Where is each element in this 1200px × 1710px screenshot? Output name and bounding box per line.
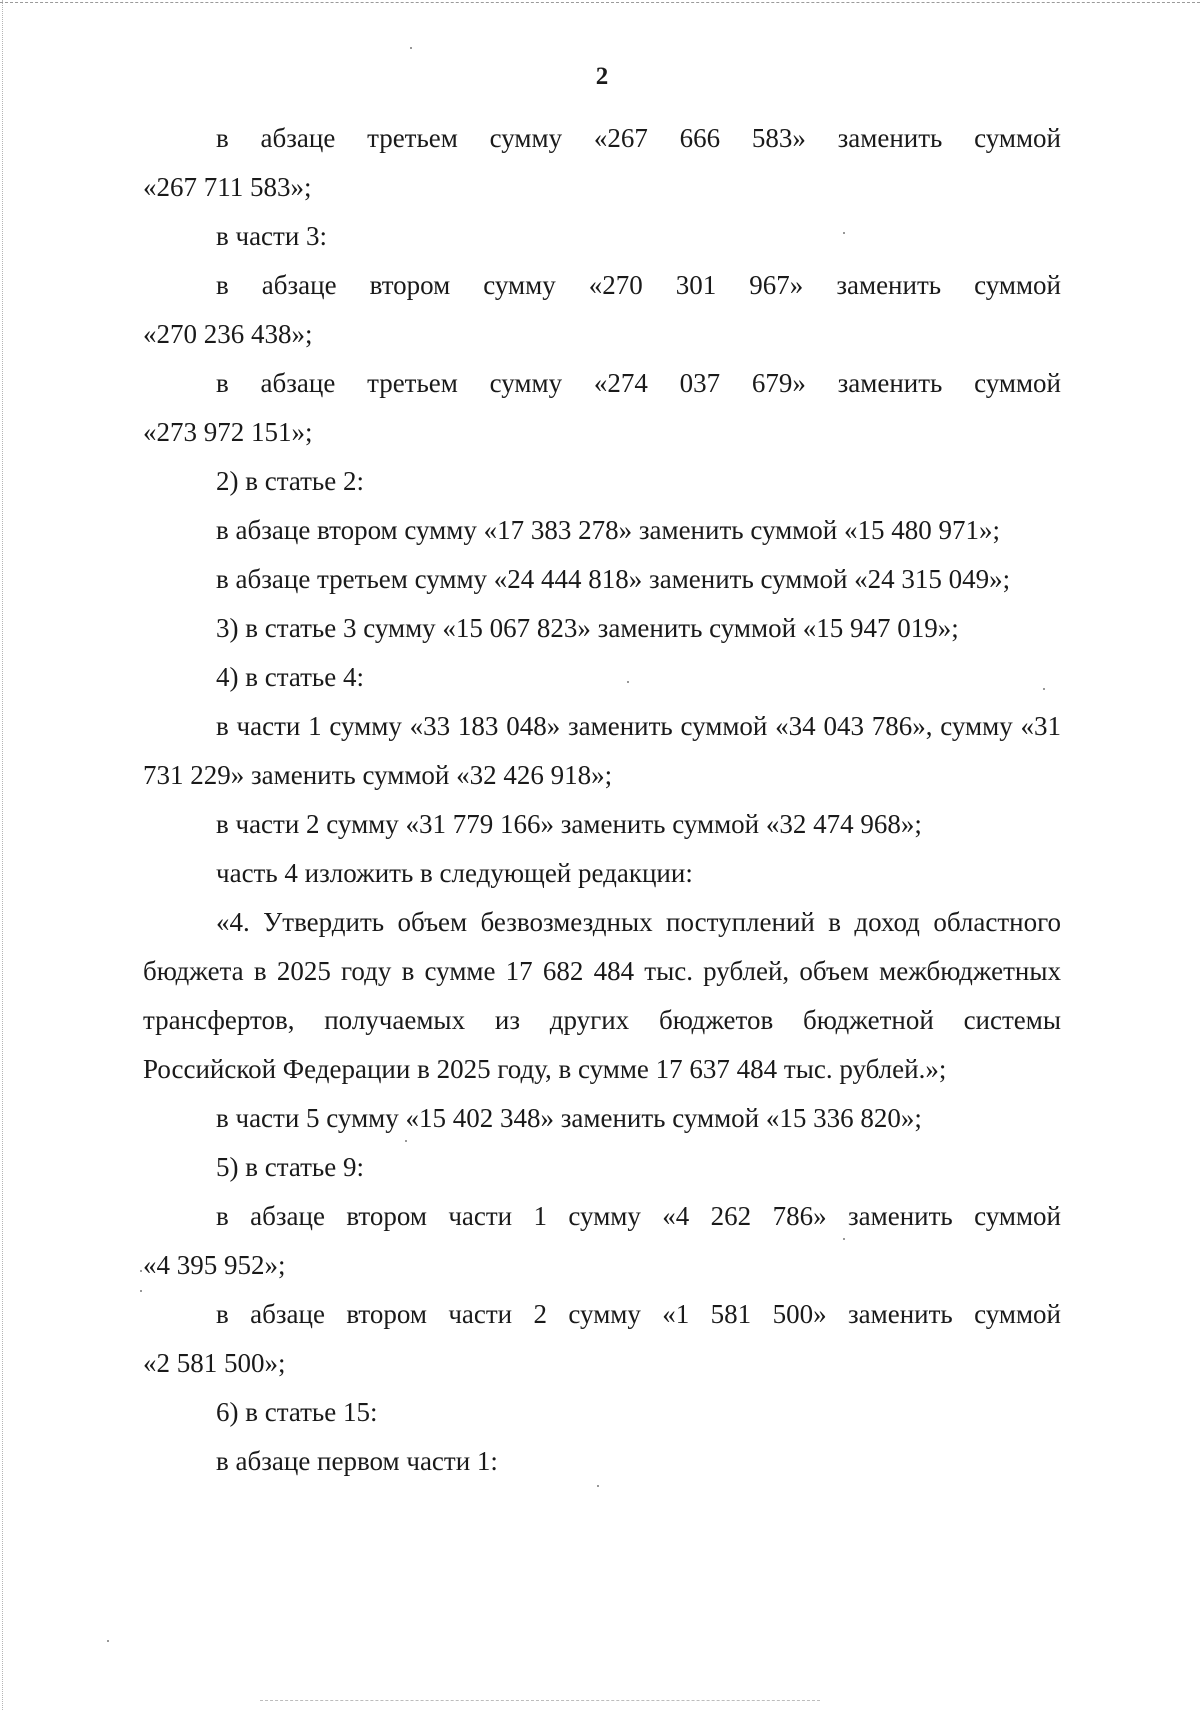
scan-speck <box>843 232 845 234</box>
paragraph-5: «270 236 438»; <box>143 319 313 349</box>
scan-speck <box>627 681 629 683</box>
paragraph-7: «273 972 151»; <box>143 417 313 447</box>
paragraph-11: 3) в статье 3 сумму «15 067 823» заменить суммой «15 947 019»; <box>216 613 959 643</box>
scan-edge-top <box>0 2 1200 3</box>
paragraph-1: в абзаце третьем сумму «267 666 583» заменить суммой <box>216 123 1061 153</box>
paragraph-18: 5) в статье 9: <box>216 1152 364 1182</box>
paragraph-13: в части 1 сумму «33 183 048» заменить суммой «34 043 786», сумму «31 731 229» заменить суммой «32 426 918»; <box>143 711 1061 790</box>
scan-speck <box>107 1640 109 1642</box>
paragraph-24: в абзаце первом части 1: <box>216 1446 498 1476</box>
document-body <box>143 114 1061 1486</box>
scan-speck <box>1043 688 1045 690</box>
paragraph-23: 6) в статье 15: <box>216 1397 378 1427</box>
paragraph-19: в абзаце втором части 1 сумму «4 262 786» заменить суммой <box>216 1201 1061 1231</box>
paragraph-20: «4 395 952»; <box>143 1250 286 1280</box>
paragraph-8: 2) в статье 2: <box>216 466 364 496</box>
scan-speck <box>405 1140 407 1142</box>
scan-speck <box>597 1485 599 1487</box>
scan-edge-bottom <box>260 1700 820 1701</box>
paragraph-3: в части 3: <box>216 221 328 251</box>
paragraph-12: 4) в статье 4: <box>216 662 364 692</box>
page-number: 2 <box>595 63 609 90</box>
paragraph-9: в абзаце втором сумму «17 383 278» заменить суммой «15 480 971»; <box>216 515 1000 545</box>
paragraph-21: в абзаце втором части 2 сумму «1 581 500» заменить суммой <box>216 1299 1061 1329</box>
scan-speck <box>140 1290 142 1292</box>
paragraph-14: в части 2 сумму «31 779 166» заменить суммой «32 474 968»; <box>216 809 922 839</box>
paragraph-6: в абзаце третьем сумму «274 037 679» заменить суммой <box>216 368 1061 398</box>
paragraph-10: в абзаце третьем сумму «24 444 818» заменить суммой «24 315 049»; <box>216 564 1011 594</box>
paragraph-22: «2 581 500»; <box>143 1348 286 1378</box>
scan-speck <box>843 1238 845 1240</box>
paragraph-2: «267 711 583»; <box>143 172 312 202</box>
paragraph-15: часть 4 изложить в следующей редакции: <box>216 858 693 888</box>
scan-edge-left <box>2 0 3 1710</box>
scan-speck <box>410 47 412 49</box>
paragraph-17: в части 5 сумму «15 402 348» заменить суммой «15 336 820»; <box>216 1103 922 1133</box>
scan-speck <box>140 1270 142 1272</box>
document-page <box>143 60 1061 1486</box>
paragraph-4: в абзаце втором сумму «270 301 967» заменить суммой <box>216 270 1061 300</box>
paragraph-16: «4. Утвердить объем безвозмездных поступлений в доход областного бюджета в 2025 году в сумме 17 682 484 тыс. рублей, объем межбюджетных трансфертов, получаемых из других бюджетов бюджетной системы Российской Федерации в 2025 году, в сумме 17 637 484 тыс. рублей.»; <box>143 907 1061 1084</box>
